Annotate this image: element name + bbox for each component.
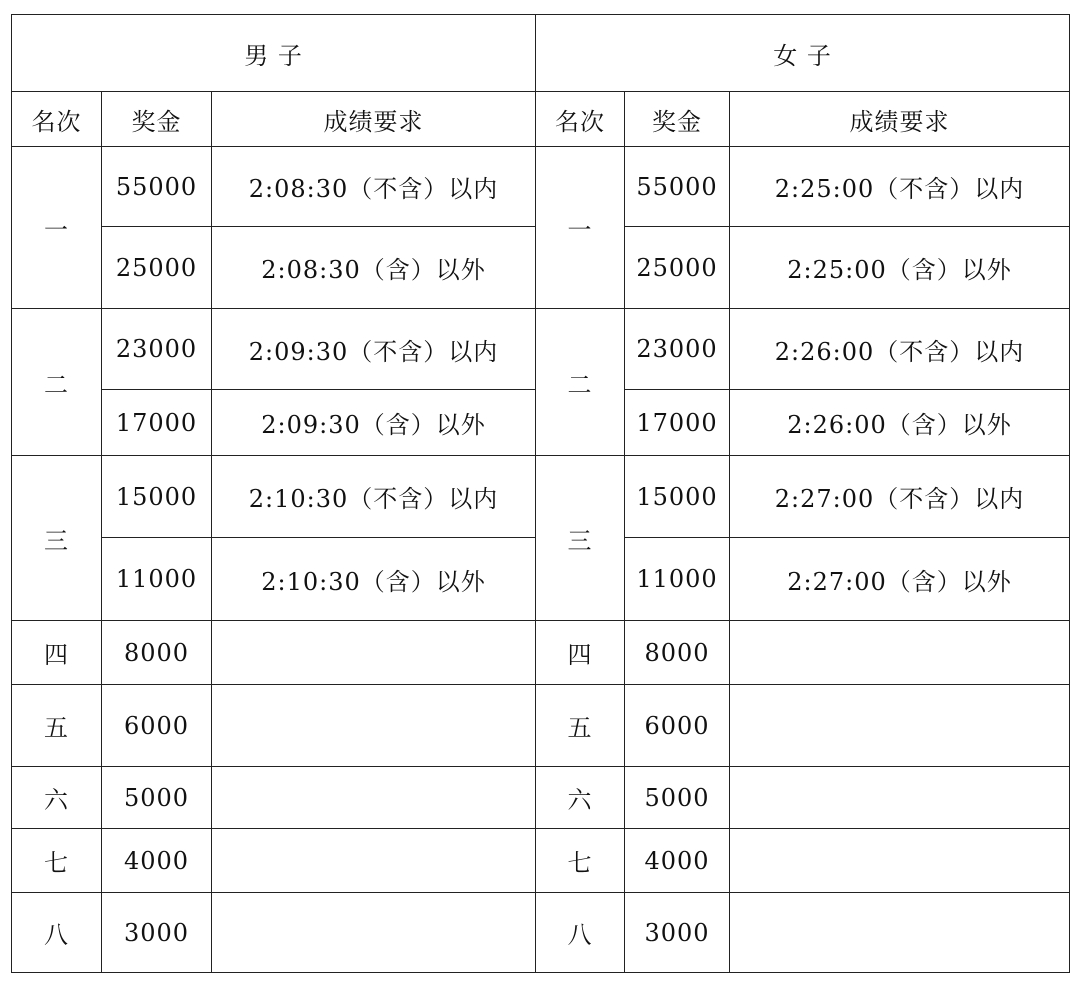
female-requirement-cell: 2:26:00（含）以外: [730, 390, 1070, 456]
prize-table: [11, 14, 1070, 973]
male-header: 男 子: [12, 15, 536, 92]
male-rank-cell: 一: [12, 147, 102, 309]
female-prize-cell: 17000: [625, 390, 730, 456]
male-requirement-cell: 2:08:30（含）以外: [212, 227, 536, 309]
female-requirement-cell: 2:27:00（含）以外: [730, 538, 1070, 621]
male-requirement-cell: [212, 767, 536, 829]
female-prize-cell: 55000: [625, 147, 730, 227]
male-prize-header: 奖金: [102, 92, 212, 147]
male-requirement-header: 成绩要求: [212, 92, 536, 147]
male-requirement-cell: 2:09:30（含）以外: [212, 390, 536, 456]
male-requirement-cell: [212, 893, 536, 973]
male-requirement-cell: 2:10:30（含）以外: [212, 538, 536, 621]
male-rank-cell: 七: [12, 829, 102, 893]
male-prize-cell: 55000: [102, 147, 212, 227]
female-requirement-cell: 2:25:00（不含）以内: [730, 147, 1070, 227]
male-prize-cell: 4000: [102, 829, 212, 893]
female-rank-cell: 一: [536, 147, 625, 309]
female-requirement-cell: 2:27:00（不含）以内: [730, 456, 1070, 538]
female-rank-cell: 五: [536, 685, 625, 767]
table-row: [12, 621, 1070, 685]
male-prize-cell: 5000: [102, 767, 212, 829]
female-rank-header: 名次: [536, 92, 625, 147]
male-rank-cell: 五: [12, 685, 102, 767]
table-row: [12, 767, 1070, 829]
female-requirement-cell: 2:25:00（含）以外: [730, 227, 1070, 309]
male-requirement-cell: 2:10:30（不含）以内: [212, 456, 536, 538]
male-requirement-cell: [212, 829, 536, 893]
male-requirement-cell: 2:09:30（不含）以内: [212, 309, 536, 390]
male-prize-cell: 25000: [102, 227, 212, 309]
table-row: [12, 893, 1070, 973]
female-prize-cell: 4000: [625, 829, 730, 893]
female-header: 女 子: [536, 15, 1070, 92]
female-requirement-cell: [730, 893, 1070, 973]
female-prize-cell: 8000: [625, 621, 730, 685]
female-prize-cell: 3000: [625, 893, 730, 973]
female-rank-cell: 四: [536, 621, 625, 685]
female-prize-cell: 5000: [625, 767, 730, 829]
gender-header-row: [12, 15, 1070, 92]
column-header-row: [12, 92, 1070, 147]
female-rank-cell: 六: [536, 767, 625, 829]
female-prize-cell: 11000: [625, 538, 730, 621]
table-row: [12, 309, 1070, 390]
female-prize-cell: 6000: [625, 685, 730, 767]
table-row: [12, 829, 1070, 893]
male-prize-cell: 23000: [102, 309, 212, 390]
male-rank-header: 名次: [12, 92, 102, 147]
female-requirement-cell: [730, 621, 1070, 685]
female-requirement-cell: [730, 767, 1070, 829]
female-rank-cell: 三: [536, 456, 625, 621]
male-rank-cell: 三: [12, 456, 102, 621]
female-requirement-cell: [730, 829, 1070, 893]
male-prize-cell: 3000: [102, 893, 212, 973]
female-rank-cell: 二: [536, 309, 625, 456]
table-row: [12, 456, 1070, 538]
male-rank-cell: 二: [12, 309, 102, 456]
female-requirement-cell: [730, 685, 1070, 767]
male-prize-cell: 6000: [102, 685, 212, 767]
female-rank-cell: 七: [536, 829, 625, 893]
table-row: [12, 147, 1070, 227]
female-prize-header: 奖金: [625, 92, 730, 147]
male-prize-cell: 8000: [102, 621, 212, 685]
female-prize-cell: 23000: [625, 309, 730, 390]
female-requirement-header: 成绩要求: [730, 92, 1070, 147]
female-rank-cell: 八: [536, 893, 625, 973]
table-row: [12, 685, 1070, 767]
female-prize-cell: 25000: [625, 227, 730, 309]
male-requirement-cell: 2:08:30（不含）以内: [212, 147, 536, 227]
male-prize-cell: 17000: [102, 390, 212, 456]
male-requirement-cell: [212, 685, 536, 767]
male-rank-cell: 六: [12, 767, 102, 829]
male-rank-cell: 四: [12, 621, 102, 685]
female-prize-cell: 15000: [625, 456, 730, 538]
male-prize-cell: 15000: [102, 456, 212, 538]
female-requirement-cell: 2:26:00（不含）以内: [730, 309, 1070, 390]
male-requirement-cell: [212, 621, 536, 685]
male-rank-cell: 八: [12, 893, 102, 973]
male-prize-cell: 11000: [102, 538, 212, 621]
